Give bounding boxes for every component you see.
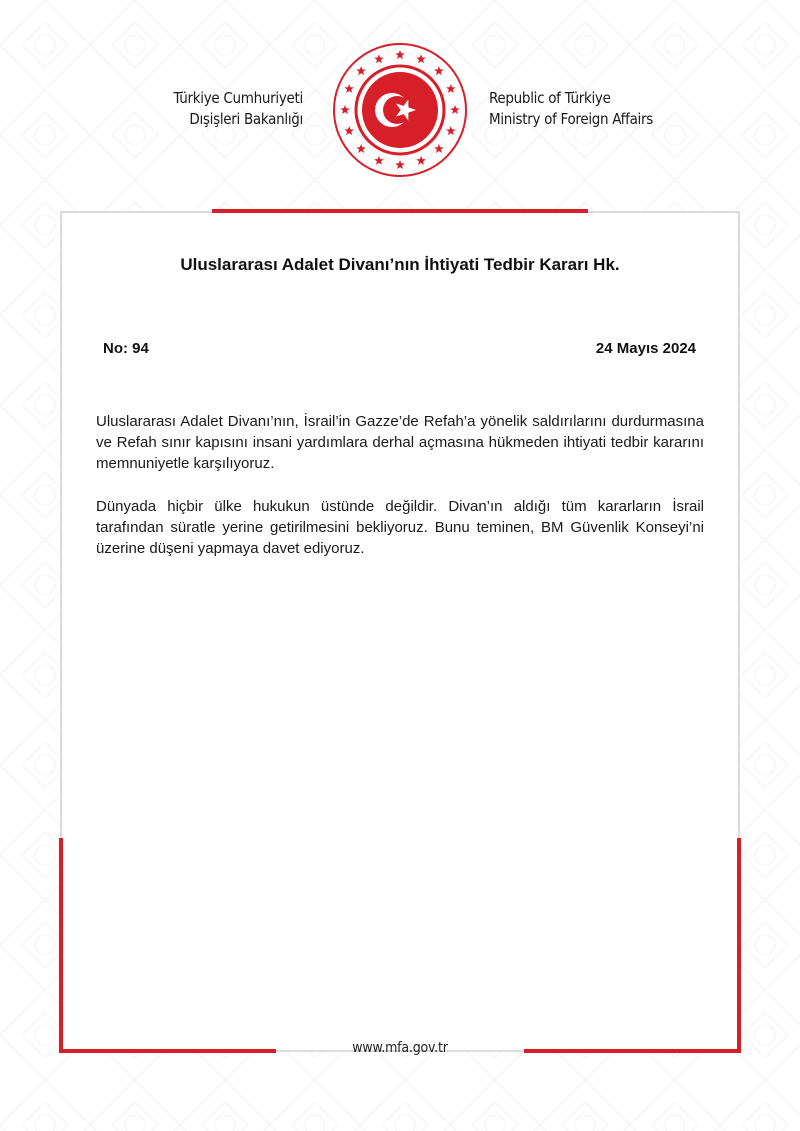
document-date: 24 Mayıs 2024 xyxy=(595,340,696,357)
emblem-star-icon xyxy=(374,156,384,165)
document-title: Uluslararası Adalet Divanı’nın İhtiyati Tedbir Kararı Hk. xyxy=(180,255,620,274)
emblem-star-icon xyxy=(434,144,444,153)
paragraph-1: Uluslararası Adalet Divanı’nın, İsrail’in Gazze’de Refah’a yönelik saldırılarını durdurmasına ve Refah sınır kapısını insani yardımlara derhal açmasına hükmeden ihtiyati tedbir kararını memnuniyetle karşılıyoruz. xyxy=(96,413,704,472)
frame-right-red xyxy=(737,838,741,1052)
emblem-star-icon xyxy=(434,66,444,75)
paragraph-2: Dünyada hiçbir ülke hukukun üstünde değildir. Divan’ın aldığı tüm kararların İsrail tarafından süratle yerine getirilmesini bekliyoruz. Bunu teminen, BM Güvenlik Konseyi’ni üzerine düşeni yapmaya davet ediyoruz. xyxy=(96,498,704,557)
frame-top-left-grey xyxy=(60,211,212,213)
org-name-turkish xyxy=(103,88,303,130)
emblem-star-icon xyxy=(416,54,426,63)
emblem-star-icon xyxy=(395,50,405,59)
frame-bottom-left-red xyxy=(59,1049,276,1053)
org-en-line1: Republic of Türkiye xyxy=(489,89,611,107)
org-en-line2: Ministry of Foreign Affairs xyxy=(489,110,653,128)
emblem-star-icon xyxy=(356,66,366,75)
emblem-star-icon xyxy=(446,126,456,135)
emblem-star-icon xyxy=(416,156,426,165)
frame-bottom-right-red xyxy=(524,1049,741,1053)
frame-left-red xyxy=(59,838,63,1052)
emblem-star-icon xyxy=(356,144,366,153)
org-tr-line2: Dışişleri Bakanlığı xyxy=(189,110,303,128)
emblem-star-icon xyxy=(374,54,384,63)
frame-left-grey xyxy=(60,211,62,839)
emblem-star-icon xyxy=(446,84,456,93)
emblem-star-icon xyxy=(450,105,460,114)
footer-website[interactable]: www.mfa.gov.tr xyxy=(352,1040,448,1056)
org-tr-line1: Türkiye Cumhuriyeti xyxy=(173,89,303,107)
ministry-emblem xyxy=(330,40,470,180)
emblem-star-icon xyxy=(344,84,354,93)
frame-top-right-grey xyxy=(588,211,740,213)
emblem-star-icon xyxy=(344,126,354,135)
org-name-english xyxy=(489,88,709,130)
emblem-star-icon xyxy=(395,160,405,169)
frame-top-red xyxy=(212,209,588,213)
document-number: No: 94 xyxy=(103,340,149,357)
frame-right-grey xyxy=(738,211,740,839)
emblem-star-icon xyxy=(340,105,350,114)
